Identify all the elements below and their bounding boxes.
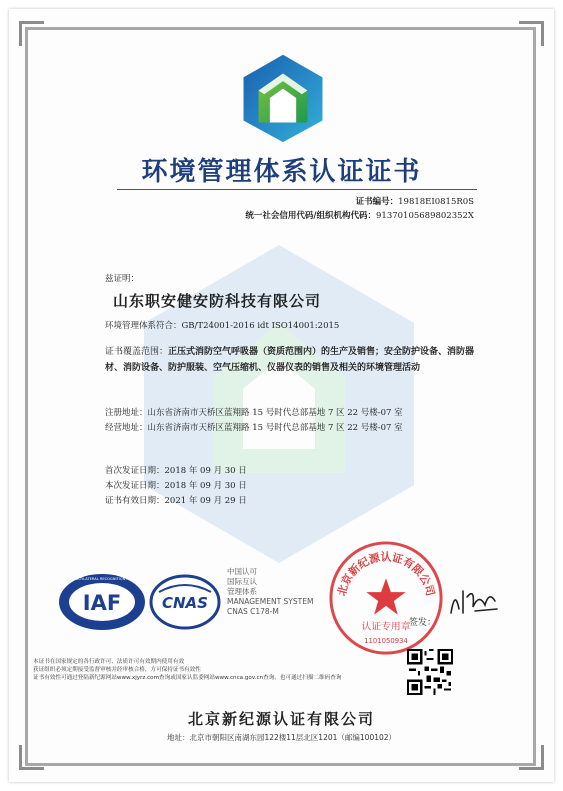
op-address-label: 经营地址： <box>105 423 148 433</box>
valid-label: 证书有效日期： <box>105 496 165 506</box>
seal-center-text: 认证专用章 <box>361 621 411 633</box>
reg-address-label: 注册地址： <box>105 408 148 418</box>
first-issue-label: 首次发证日期： <box>105 466 165 476</box>
credit-code-label: 统一社会信用代码/组织机构代码： <box>245 211 376 221</box>
official-seal <box>327 539 445 657</box>
this-issue-value: 2018 年 09 月 30 日 <box>164 481 247 491</box>
note-line: 证书有效性可通过登陆新纪源网站www.xjyrz.com查询或国家认监委网站www.cnca.gov.cn查询，也可通过扫描二维码查询 <box>33 674 342 681</box>
this-issue-label: 本次发证日期： <box>105 481 165 491</box>
title-divider <box>117 189 477 190</box>
cert-no-label: 证书编号： <box>355 197 399 207</box>
cnas-badge-icon <box>149 574 221 630</box>
note-line: 获证组织必须定期接受监督审核并经审核合格，方可保持证书有效性 <box>33 666 201 673</box>
note-line: 本证书在国家规定的各行政许可、法质许可有效期内使用有效 <box>33 659 185 665</box>
iaf-ring-text: MEMBER OF MULTILATERAL RECOGNITION ARRANGEMENT <box>49 577 155 581</box>
cnas-cn-line-2: 国际互认 <box>227 577 257 586</box>
cnas-cn-line-1: 中国认可 <box>227 567 257 576</box>
scope-label: 证书覆盖范围： <box>105 347 169 357</box>
cnas-code: CNAS C178-M <box>227 607 279 616</box>
iaf-badge-icon <box>49 572 155 632</box>
first-issue-value: 2018 年 09 月 30 日 <box>164 466 247 476</box>
logo-watermark <box>129 239 429 569</box>
signature-label: 签发： <box>409 618 437 628</box>
op-address-value: 山东省济南市天桥区蓝翔路 15 号时代总部基地 7 区 22 号楼-07 室 <box>147 423 403 433</box>
op-address-row <box>105 421 403 435</box>
seal-star-icon <box>366 578 405 614</box>
issuer-name: 北京新纪源认证有限公司 <box>187 710 375 728</box>
company-logo-icon <box>236 51 330 145</box>
corner-ornament-top-right <box>519 21 544 46</box>
valid-until-row <box>105 494 247 508</box>
qr-code-icon[interactable] <box>407 649 453 695</box>
reg-address-value: 山东省济南市天桥区蓝翔路 15 号时代总部基地 7 区 22 号楼-07 室 <box>147 408 403 418</box>
credit-code-value: 91370105689802352X <box>376 211 474 221</box>
attest-label: 兹证明： <box>105 274 140 284</box>
cnas-caption <box>227 567 313 617</box>
corner-ornament-top-left <box>19 21 44 46</box>
this-issue-row <box>105 479 247 493</box>
certificate-page <box>9 9 554 782</box>
standard-label: 环境管理体系符合： <box>105 321 182 331</box>
cert-no-value: 19818EI0815R0S <box>398 197 474 207</box>
valid-value: 2021 年 09 月 29 日 <box>164 496 247 506</box>
scope-value: 正压式消防空气呼吸器（资质范围内）的生产及销售；安全防护设备、消防器材、消防设备、防护服装、空气压缩机、仪器仪表的销售及相关的环境管理活动 <box>105 347 475 373</box>
handwritten-signature <box>445 583 501 619</box>
company-name: 山东职安健安防科技有限公司 <box>113 292 322 310</box>
certificate-title: 环境管理体系认证证书 <box>141 157 422 187</box>
certificate-numbers <box>245 195 474 223</box>
reg-address-row <box>105 406 403 420</box>
corner-ornament-bottom-right <box>519 745 544 770</box>
iaf-text: IAF <box>82 591 122 615</box>
cnas-cn-line-3: 管理体系 <box>227 587 257 596</box>
issuer-address: 地址：北京市朝阳区南湖东园122楼11层北区1201（邮编100102） <box>166 733 397 742</box>
seal-number: 1101050934 <box>364 637 408 646</box>
first-issue-row <box>105 464 247 478</box>
seal-text: 北京新纪源认证有限公司 <box>335 550 437 598</box>
cnas-text: CNAS <box>162 594 208 612</box>
certificate-notes <box>33 659 393 682</box>
standard-value: GB/T24001-2016 idt ISO14001:2015 <box>181 321 340 331</box>
scope-block <box>105 344 475 376</box>
corner-ornament-bottom-left <box>19 745 44 770</box>
cnas-en-line: MANAGEMENT SYSTEM <box>227 597 314 606</box>
standard-row <box>105 319 339 333</box>
